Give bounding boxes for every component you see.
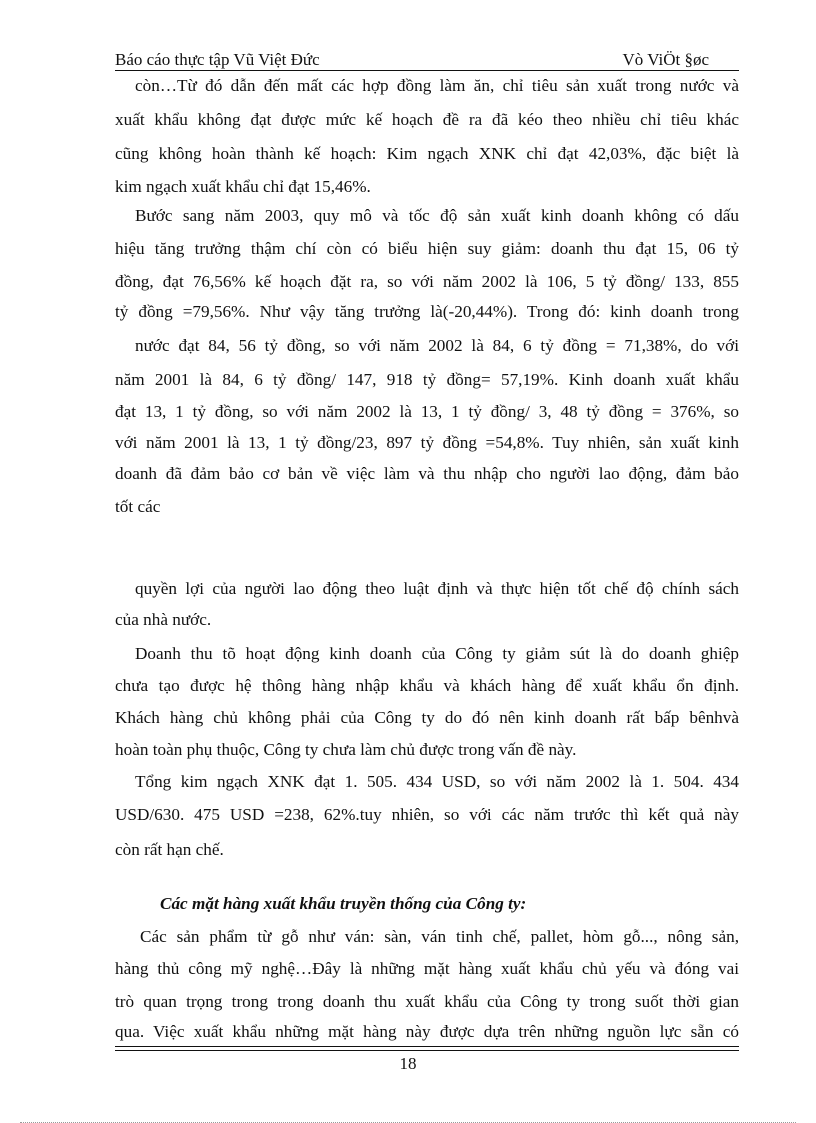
- text-line: kim ngạch xuất khẩu chỉ đạt 15,46%.: [115, 177, 371, 196]
- footer-rule-double: [115, 1050, 739, 1051]
- text-line: của nhà nước.: [115, 610, 212, 629]
- text-line: Khách hàng chủ không phải của Công ty do đó nên kinh doanh rất bấp bênhvà: [115, 708, 739, 727]
- text-line: Tổng kim ngạch XNK đạt 1. 505. 434 USD, so với năm 2002 là 1. 504. 434: [135, 772, 739, 791]
- header-title: Báo cáo thực tập Vũ Việt Đức: [115, 50, 320, 69]
- section-heading: Các mặt hàng xuất khẩu truyền thống của Công ty:: [160, 894, 527, 913]
- text-line: Doanh thu tõ hoạt động kinh doanh của Công ty giảm sút là do doanh ghiệp: [135, 644, 739, 663]
- text-line: doanh đã đảm bảo cơ bản về việc làm và thu nhập cho người lao động, đảm bảo: [115, 464, 739, 483]
- text-line: tỷ đồng =79,56%. Như vậy tăng trưởng là(-20,44%). Trong đó: kinh doanh trong: [115, 302, 739, 321]
- footer-rule: [115, 1046, 739, 1047]
- text-line: xuất khẩu không đạt được mức kế hoạch đề ra đã kéo theo nhiều chỉ tiêu khác: [115, 110, 739, 129]
- text-line: Các sản phẩm từ gỗ như ván: sàn, ván tinh chế, pallet, hòm gỗ..., nông sản,: [140, 927, 739, 946]
- text-line: năm 2001 là 84, 6 tỷ đồng/ 147, 918 tỷ đồng= 57,19%. Kinh doanh xuất khẩu: [115, 370, 739, 389]
- text-line: quyền lợi của người lao động theo luật định và thực hiện tốt chế độ chính sách: [135, 579, 739, 598]
- text-line: tốt các: [115, 497, 161, 516]
- text-line: USD/630. 475 USD =238, 62%.tuy nhiên, so với các năm trước thì kết quả này: [115, 805, 739, 824]
- page-number: 18: [399, 1054, 417, 1073]
- header-rule: [115, 70, 739, 71]
- text-line: nước đạt 84, 56 tỷ đồng, so với năm 2002 là 84, 6 tỷ đồng = 71,38%, do với: [135, 336, 739, 355]
- text-line: trò quan trọng trong trong doanh thu xuất khẩu của Công ty trong suốt thời gian: [115, 992, 739, 1011]
- text-line: còn rất hạn chế.: [115, 840, 224, 859]
- text-line: với năm 2001 là 13, 1 tỷ đồng/23, 897 tỷ đồng =54,8%. Tuy nhiên, sản xuất kinh: [115, 433, 739, 452]
- text-line: hàng thủ công mỹ nghệ…Đây là những mặt hàng xuất khẩu chủ yếu và đóng vai: [115, 959, 739, 978]
- text-line: qua. Việc xuất khẩu những mặt hàng này được dựa trên những nguồn lực sẵn có: [115, 1022, 739, 1041]
- text-line: chưa tạo được hệ thông hàng nhập khẩu và khách hàng để xuất khẩu ổn định.: [115, 676, 739, 695]
- header-author: Vò ViÖt §øc: [622, 50, 709, 69]
- text-line: cũng không hoàn thành kế hoạch: Kim ngạch XNK chỉ đạt 42,03%, đặc biệt là: [115, 144, 739, 163]
- text-line: hiệu tăng trưởng thậm chí còn có biểu hiện suy giảm: doanh thu đạt 15, 06 tỷ: [115, 239, 739, 258]
- text-line: còn…Từ đó dẫn đến mất các hợp đồng làm ăn, chỉ tiêu sản xuất trong nước và: [135, 76, 739, 95]
- page-header: [115, 46, 739, 70]
- text-line: đạt 13, 1 tỷ đồng, so với năm 2002 là 13, 1 tỷ đồng/ 3, 48 tỷ đồng = 376%, so: [115, 402, 739, 421]
- text-line: Bước sang năm 2003, quy mô và tốc độ sản xuất kinh doanh không có dấu: [135, 206, 739, 225]
- text-line: đồng, đạt 76,56% kế hoạch đặt ra, so với năm 2002 là 106, 5 tỷ đồng/ 133, 855: [115, 272, 739, 291]
- text-line: hoàn toàn phụ thuộc, Công ty chưa làm chủ được trong vấn đề này.: [115, 740, 577, 759]
